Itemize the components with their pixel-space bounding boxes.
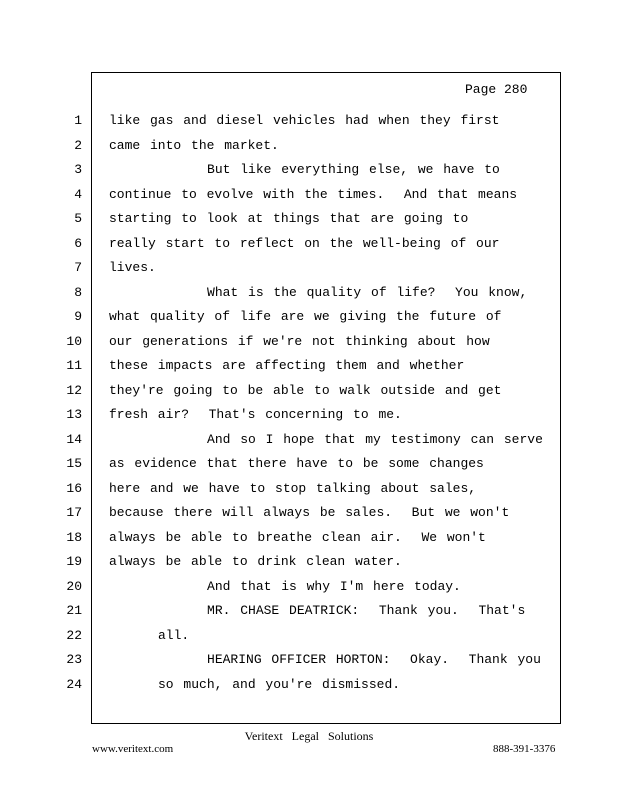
line-number: 11 (66, 358, 82, 373)
line-number: 13 (66, 407, 82, 422)
transcript-line: continue to evolve with the times. And that means (109, 187, 518, 202)
line-number: 14 (66, 432, 82, 447)
transcript-line: What is the quality of life? You know, (109, 285, 528, 300)
line-number: 18 (66, 530, 82, 545)
transcript-line: And so I hope that my testimony can serve (109, 432, 543, 447)
transcript-line: because there will always be sales. But we won't (109, 505, 510, 520)
footer-website: www.veritext.com (92, 743, 174, 755)
transcript-line: HEARING OFFICER HORTON: Okay. Thank you (109, 652, 541, 667)
transcript-line: here and we have to stop talking about sales, (109, 481, 477, 496)
line-number: 19 (66, 554, 82, 569)
line-number: 17 (66, 505, 82, 520)
page-number: Page 280 (465, 82, 528, 97)
line-number: 6 (74, 236, 82, 251)
line-number: 8 (74, 285, 82, 300)
transcript-line: fresh air? That's concerning to me. (109, 407, 402, 422)
line-number: 5 (74, 211, 82, 226)
line-number: 10 (66, 334, 82, 349)
line-number: 15 (66, 456, 82, 471)
line-number: 3 (74, 162, 82, 177)
line-number: 22 (66, 628, 82, 643)
line-number: 23 (66, 652, 82, 667)
transcript-line: what quality of life are we giving the future of (109, 309, 502, 324)
transcript-line: And that is why I'm here today. (109, 579, 461, 594)
transcript-line: MR. CHASE DEATRICK: Thank you. That's (109, 603, 526, 618)
line-number: 24 (66, 677, 82, 692)
transcript-line: lives. (109, 260, 156, 275)
line-number: 20 (66, 579, 82, 594)
line-number: 7 (74, 260, 82, 275)
footer-company: Veritext Legal Solutions (244, 729, 374, 743)
transcript-line: always be able to drink clean water. (109, 554, 402, 569)
transcript-line: really start to reflect on the well-being of our (109, 236, 500, 251)
transcript-line: always be able to breathe clean air. We won't (109, 530, 486, 545)
line-number: 12 (66, 383, 82, 398)
transcript-line: as evidence that there have to be some changes (109, 456, 484, 471)
transcript-line: like gas and diesel vehicles had when they first (109, 113, 500, 128)
transcript-line: all. (109, 628, 190, 643)
transcript-line: these impacts are affecting them and whether (109, 358, 465, 373)
transcript-line: But like everything else, we have to (109, 162, 500, 177)
line-number: 1 (74, 113, 82, 128)
transcript-line: came into the market. (109, 138, 279, 153)
line-number: 4 (74, 187, 82, 202)
line-number: 2 (74, 138, 82, 153)
line-number: 16 (66, 481, 82, 496)
transcript-line: our generations if we're not thinking about how (109, 334, 490, 349)
transcript-line: they're going to be able to walk outside and get (109, 383, 502, 398)
transcript-line: starting to look at things that are going to (109, 211, 469, 226)
line-number: 21 (66, 603, 82, 618)
transcript-line: so much, and you're dismissed. (109, 677, 401, 692)
footer-phone: 888-391-3376 (493, 743, 556, 755)
line-number: 9 (74, 309, 82, 324)
